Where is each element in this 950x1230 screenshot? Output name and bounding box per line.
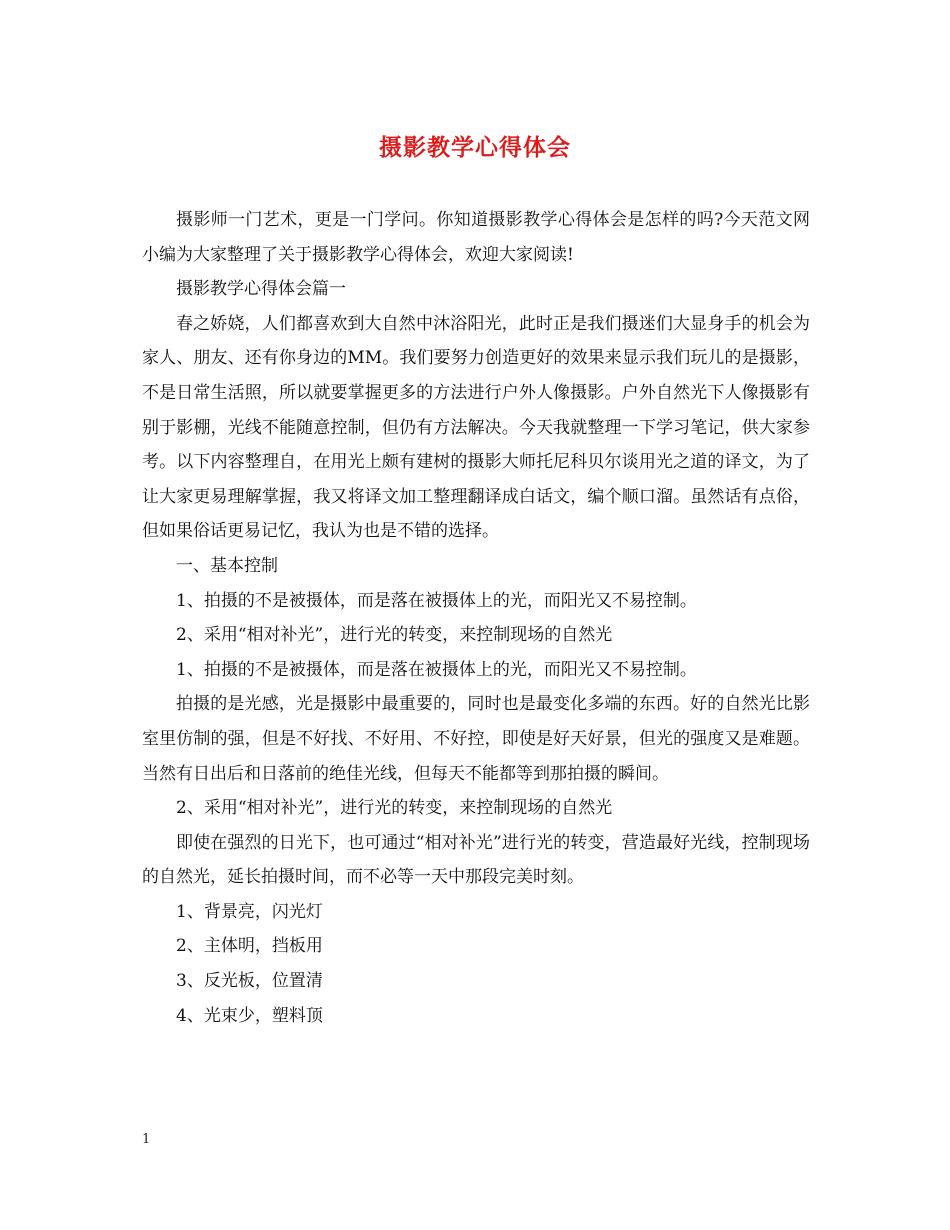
list-item: 1、拍摄的不是被摄体，而是落在被摄体上的光，而阳光又不易控制。 [176, 659, 697, 680]
list-item: 3、反光板，位置清 [176, 971, 323, 992]
list-item: 1、背景亮，闪光灯 [176, 901, 323, 922]
body-paragraph: 拍摄的是光感，光是摄影中最重要的，同时也是最变化多端的东西。好的自然光比影室里仿制的强，但是不好找、不好用、不好控，即使是好天好景，但光的强度又是难题。当然有日出后和日落前的绝佳光线，但每天不能都等到那拍摄的瞬间。 [142, 694, 810, 784]
list-item: 2、采用“相对补光”，进行光的转变，来控制现场的自然光 [176, 625, 613, 646]
document-title: 摄影教学心得体会 [379, 134, 571, 161]
body-paragraph: 即使在强烈的日光下，也可通过“相对补光”进行光的转变，营造最好光线，控制现场的自然光，延长拍摄时间，而不必等一天中那段完美时刻。 [142, 832, 810, 888]
list-item: 2、采用“相对补光”，进行光的转变，来控制现场的自然光 [176, 798, 613, 819]
subsection-heading: 一、基本控制 [176, 555, 278, 576]
list-item: 2、主体明，挡板用 [176, 936, 323, 957]
list-item: 1、拍摄的不是被摄体，而是落在被摄体上的光，而阳光又不易控制。 [176, 590, 697, 611]
list-item: 4、光束少，塑料顶 [176, 1005, 323, 1026]
section-heading: 摄影教学心得体会篇一 [176, 279, 346, 300]
intro-paragraph: 摄影师一门艺术，更是一门学问。你知道摄影教学心得体会是怎样的吗?今天范文网小编为大家整理了关于摄影教学心得体会，欢迎大家阅读! [142, 210, 810, 265]
document-body [142, 203, 810, 1033]
page-number: 1 [142, 1132, 151, 1147]
body-paragraph: 春之娇娆，人们都喜欢到大自然中沐浴阳光，此时正是我们摄迷们大显身手的机会为家人、朋友、还有你身边的MM。我们要努力创造更好的效果来显示我们玩儿的是摄影，不是日常生活照，所以就要掌握更多的方法进行户外人像摄影。户外自然光下人像摄影有别于影棚，光线不能随意控制，但仍有方法解决。今天我就整理一下学习笔记，供大家参考。以下内容整理自，在用光上颇有建树的摄影大师托尼科贝尔谈用光之道的译文，为了让大家更易理解掌握，我又将译文加工整理翻译成白话文，编个顺口溜。虽然话有点俗，但如果俗话更易记忆，我认为也是不错的选择。 [142, 313, 810, 542]
